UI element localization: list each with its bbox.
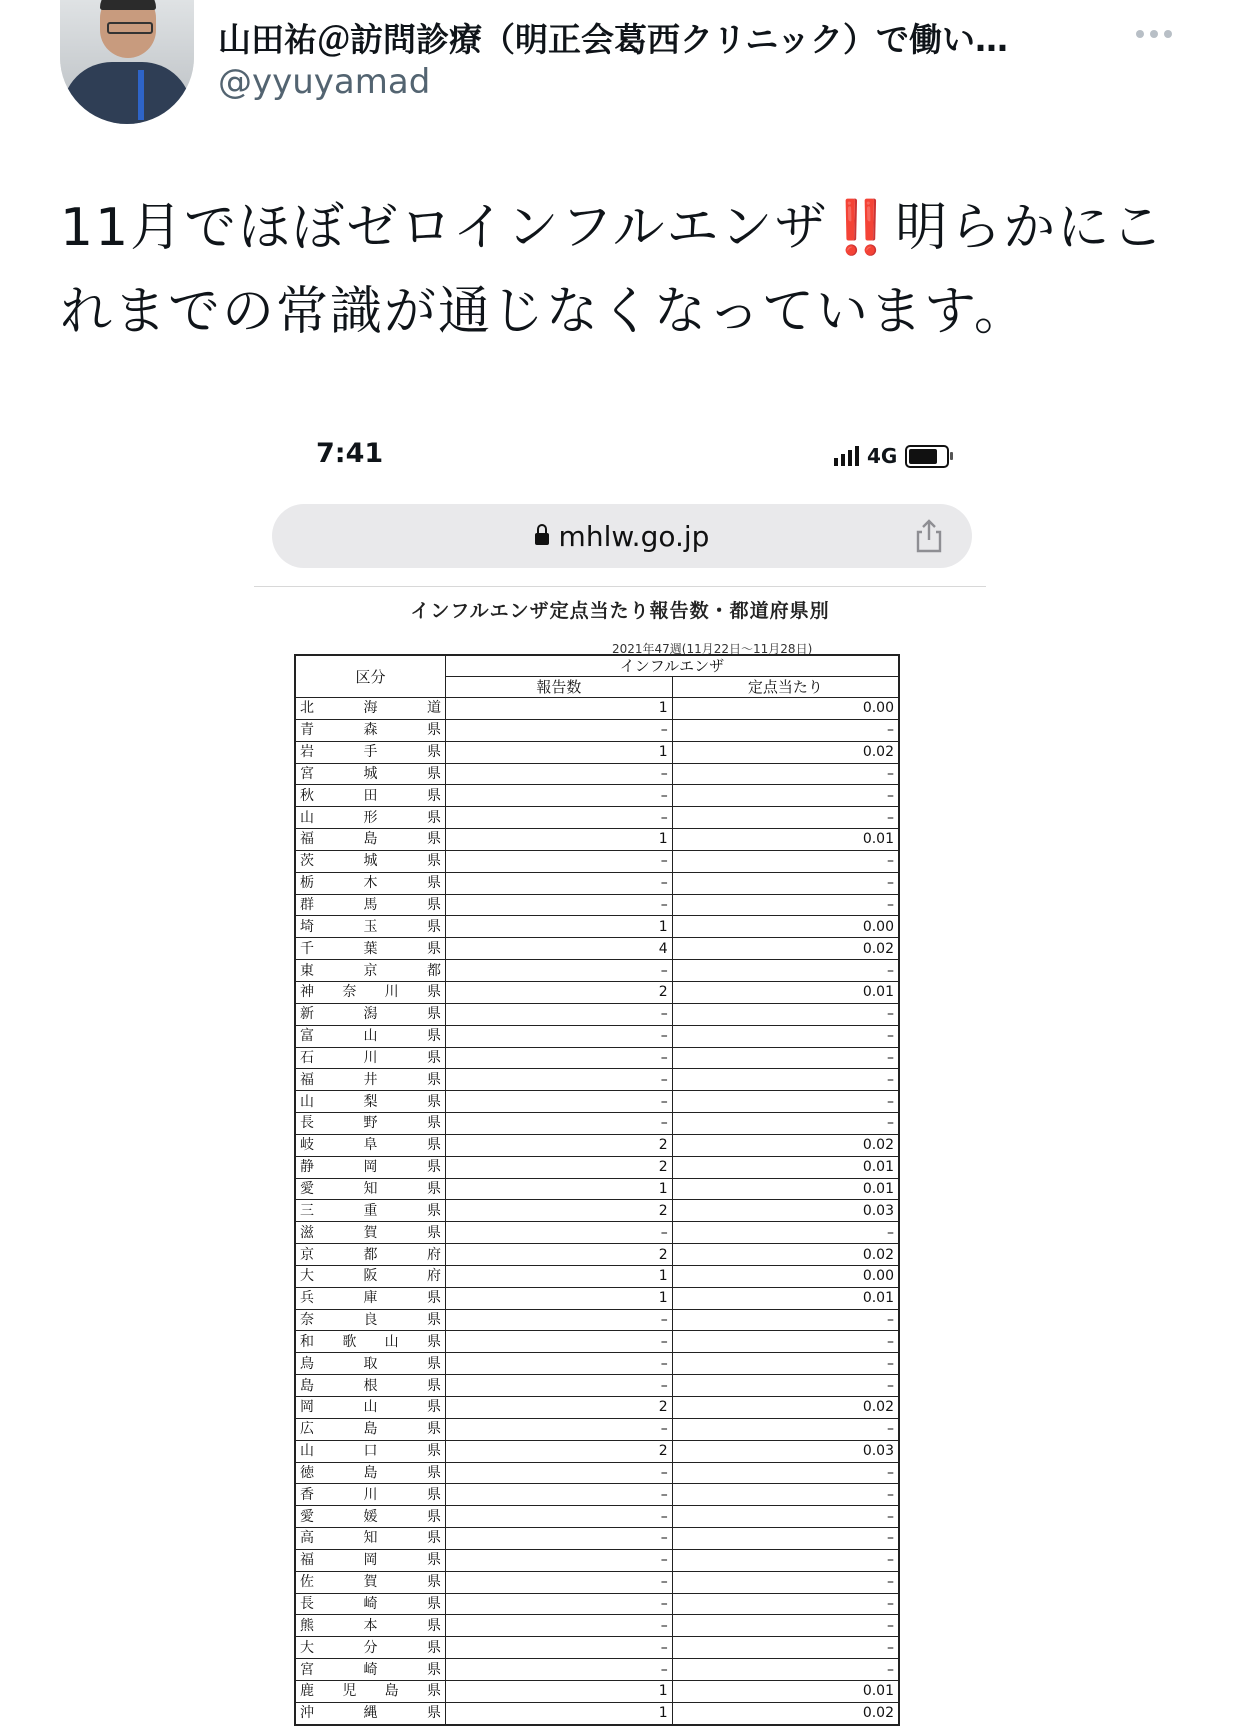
prefecture-cell: 長野県 <box>295 1113 445 1135</box>
prefecture-cell: 群馬県 <box>295 894 445 916</box>
per-sentinel-cell: – <box>672 1003 899 1025</box>
signal-icon <box>834 446 859 466</box>
per-sentinel-cell: – <box>672 785 899 807</box>
report-count-cell: – <box>445 1659 672 1681</box>
report-count-cell: 1 <box>445 698 672 720</box>
author-name[interactable]: 山田祐＠訪問診療（明正会葛西クリニック）で働い… <box>218 20 1009 59</box>
prefecture-cell: 茨城県 <box>295 850 445 872</box>
battery-icon <box>905 445 949 468</box>
address-bar[interactable] <box>272 504 972 568</box>
share-icon[interactable] <box>912 518 946 554</box>
table-row <box>295 807 899 829</box>
prefecture-cell: 香川県 <box>295 1484 445 1506</box>
table-row <box>295 829 899 851</box>
report-count-cell: – <box>445 785 672 807</box>
prefecture-cell: 鹿児島県 <box>295 1680 445 1702</box>
report-count-cell: 4 <box>445 938 672 960</box>
report-count-cell: 1 <box>445 741 672 763</box>
per-sentinel-cell: – <box>672 850 899 872</box>
prefecture-cell: 熊本県 <box>295 1615 445 1637</box>
per-sentinel-cell: 0.02 <box>672 741 899 763</box>
per-sentinel-cell: – <box>672 1113 899 1135</box>
prefecture-cell: 高知県 <box>295 1528 445 1550</box>
tweet-text-part2: 明らかにこれまでの常識が通じなくなっています。 <box>60 198 1166 342</box>
prefecture-cell: 佐賀県 <box>295 1571 445 1593</box>
table-row <box>295 1637 899 1659</box>
influenza-table <box>294 654 900 1726</box>
table-row <box>295 1309 899 1331</box>
table-row <box>295 1134 899 1156</box>
per-sentinel-cell: – <box>672 1506 899 1528</box>
report-count-cell: 2 <box>445 1440 672 1462</box>
prefecture-cell: 奈良県 <box>295 1309 445 1331</box>
per-sentinel-cell: – <box>672 1462 899 1484</box>
tweet-text <box>60 186 1210 354</box>
prefecture-cell: 兵庫県 <box>295 1287 445 1309</box>
network-type: 4G <box>867 444 898 468</box>
prefecture-cell: 大分県 <box>295 1637 445 1659</box>
header-kubun: 区分 <box>295 655 445 698</box>
report-count-cell: – <box>445 1593 672 1615</box>
table-row <box>295 1222 899 1244</box>
report-count-cell: – <box>445 1462 672 1484</box>
lock-icon <box>535 533 549 545</box>
prefecture-cell: 静岡県 <box>295 1156 445 1178</box>
report-count-cell: – <box>445 1353 672 1375</box>
table-row <box>295 1440 899 1462</box>
report-count-cell: – <box>445 1309 672 1331</box>
author-handle[interactable]: @yyuyamad <box>218 62 431 102</box>
per-sentinel-cell: – <box>672 1331 899 1353</box>
report-count-cell: 2 <box>445 1134 672 1156</box>
table-row <box>295 960 899 982</box>
table-row <box>295 1680 899 1702</box>
per-sentinel-cell: – <box>672 1571 899 1593</box>
per-sentinel-cell: – <box>672 763 899 785</box>
document-title: インフルエンザ定点当たり報告数・都道府県別 <box>410 600 830 622</box>
table-row <box>295 698 899 720</box>
prefecture-cell: 北海道 <box>295 698 445 720</box>
header-count: 報告数 <box>445 677 672 698</box>
per-sentinel-cell: 0.02 <box>672 1244 899 1266</box>
prefecture-cell: 愛知県 <box>295 1178 445 1200</box>
report-count-cell: 1 <box>445 916 672 938</box>
per-sentinel-cell: – <box>672 1025 899 1047</box>
double-exclamation-emoji: ‼️ <box>828 198 896 258</box>
prefecture-cell: 岩手県 <box>295 741 445 763</box>
report-count-cell: – <box>445 1528 672 1550</box>
per-sentinel-cell: 0.02 <box>672 938 899 960</box>
report-count-cell: 1 <box>445 1265 672 1287</box>
per-sentinel-cell: – <box>672 872 899 894</box>
table-row <box>295 1353 899 1375</box>
table-row <box>295 872 899 894</box>
table-row <box>295 1418 899 1440</box>
per-sentinel-cell: 0.01 <box>672 829 899 851</box>
prefecture-cell: 岡山県 <box>295 1397 445 1419</box>
per-sentinel-cell: – <box>672 1659 899 1681</box>
table-row <box>295 1659 899 1681</box>
per-sentinel-cell: 0.00 <box>672 916 899 938</box>
per-sentinel-cell: – <box>672 1593 899 1615</box>
table-row <box>295 1331 899 1353</box>
table-row <box>295 763 899 785</box>
status-indicators <box>834 444 949 468</box>
table-row <box>295 916 899 938</box>
prefecture-cell: 山口県 <box>295 1440 445 1462</box>
prefecture-cell: 福島県 <box>295 829 445 851</box>
per-sentinel-cell: 0.02 <box>672 1702 899 1724</box>
prefecture-cell: 栃木県 <box>295 872 445 894</box>
table-row <box>295 1156 899 1178</box>
table-row <box>295 1091 899 1113</box>
per-sentinel-cell: – <box>672 1528 899 1550</box>
prefecture-cell: 千葉県 <box>295 938 445 960</box>
report-count-cell: – <box>445 1418 672 1440</box>
per-sentinel-cell: 0.01 <box>672 1156 899 1178</box>
prefecture-cell: 秋田県 <box>295 785 445 807</box>
report-count-cell: 1 <box>445 1702 672 1724</box>
report-count-cell: – <box>445 872 672 894</box>
report-count-cell: – <box>445 1091 672 1113</box>
table-row <box>295 1397 899 1419</box>
table-row <box>295 785 899 807</box>
divider <box>254 586 986 587</box>
table-row <box>295 850 899 872</box>
report-count-cell: – <box>445 960 672 982</box>
header-influenza: インフルエンザ <box>445 655 899 677</box>
report-count-cell: 1 <box>445 829 672 851</box>
status-time: 7:41 <box>316 438 384 469</box>
per-sentinel-cell: 0.03 <box>672 1200 899 1222</box>
table-row <box>295 1200 899 1222</box>
table-row <box>295 1375 899 1397</box>
per-sentinel-cell: 0.01 <box>672 1680 899 1702</box>
report-count-cell: – <box>445 1484 672 1506</box>
prefecture-cell: 岐阜県 <box>295 1134 445 1156</box>
prefecture-cell: 鳥取県 <box>295 1353 445 1375</box>
table-row <box>295 1506 899 1528</box>
prefecture-cell: 島根県 <box>295 1375 445 1397</box>
per-sentinel-cell: – <box>672 1309 899 1331</box>
prefecture-cell: 埼玉県 <box>295 916 445 938</box>
prefecture-cell: 三重県 <box>295 1200 445 1222</box>
prefecture-cell: 青森県 <box>295 719 445 741</box>
per-sentinel-cell: – <box>672 1418 899 1440</box>
header-rate: 定点当たり <box>672 677 899 698</box>
table-row <box>295 1702 899 1724</box>
report-count-cell: – <box>445 1615 672 1637</box>
per-sentinel-cell: – <box>672 1375 899 1397</box>
per-sentinel-cell: – <box>672 1047 899 1069</box>
per-sentinel-cell: 0.02 <box>672 1397 899 1419</box>
report-count-cell: 2 <box>445 1244 672 1266</box>
prefecture-cell: 宮城県 <box>295 763 445 785</box>
table-row <box>295 719 899 741</box>
prefecture-cell: 徳島県 <box>295 1462 445 1484</box>
report-count-cell: 2 <box>445 981 672 1003</box>
table-row <box>295 1265 899 1287</box>
table-row <box>295 741 899 763</box>
report-count-cell: – <box>445 894 672 916</box>
report-count-cell: – <box>445 850 672 872</box>
table-row <box>295 1462 899 1484</box>
report-count-cell: – <box>445 1222 672 1244</box>
report-count-cell: 1 <box>445 1287 672 1309</box>
per-sentinel-cell: 0.01 <box>672 1178 899 1200</box>
table-row <box>295 1178 899 1200</box>
report-count-cell: – <box>445 1571 672 1593</box>
report-count-cell: – <box>445 1375 672 1397</box>
per-sentinel-cell: – <box>672 1549 899 1571</box>
per-sentinel-cell: 0.03 <box>672 1440 899 1462</box>
per-sentinel-cell: 0.02 <box>672 1134 899 1156</box>
prefecture-cell: 神奈川県 <box>295 981 445 1003</box>
report-count-cell: – <box>445 1637 672 1659</box>
per-sentinel-cell: – <box>672 807 899 829</box>
table-row <box>295 1047 899 1069</box>
table-row <box>295 1069 899 1091</box>
report-count-cell: – <box>445 1003 672 1025</box>
table-row <box>295 1549 899 1571</box>
per-sentinel-cell: – <box>672 1222 899 1244</box>
per-sentinel-cell: – <box>672 894 899 916</box>
table-row <box>295 894 899 916</box>
prefecture-cell: 滋賀県 <box>295 1222 445 1244</box>
table-row <box>295 1571 899 1593</box>
prefecture-cell: 宮崎県 <box>295 1659 445 1681</box>
per-sentinel-cell: – <box>672 960 899 982</box>
url-text: mhlw.go.jp <box>558 519 710 553</box>
report-count-cell: 2 <box>445 1200 672 1222</box>
report-count-cell: – <box>445 1069 672 1091</box>
table-row <box>295 1287 899 1309</box>
prefecture-cell: 山梨県 <box>295 1091 445 1113</box>
per-sentinel-cell: – <box>672 1069 899 1091</box>
report-count-cell: 2 <box>445 1156 672 1178</box>
table-row <box>295 1025 899 1047</box>
per-sentinel-cell: – <box>672 1353 899 1375</box>
prefecture-cell: 東京都 <box>295 960 445 982</box>
per-sentinel-cell: 0.00 <box>672 698 899 720</box>
prefecture-cell: 新潟県 <box>295 1003 445 1025</box>
prefecture-cell: 石川県 <box>295 1047 445 1069</box>
report-count-cell: – <box>445 763 672 785</box>
report-count-cell: – <box>445 1549 672 1571</box>
report-count-cell: – <box>445 1025 672 1047</box>
author-avatar[interactable] <box>60 0 194 124</box>
per-sentinel-cell: – <box>672 1637 899 1659</box>
report-count-cell: 1 <box>445 1680 672 1702</box>
table-row <box>295 1615 899 1637</box>
tweet-text-part1: 11月でほぼゼロインフルエンザ <box>60 198 829 258</box>
per-sentinel-cell: – <box>672 1484 899 1506</box>
per-sentinel-cell: – <box>672 1615 899 1637</box>
more-options-icon[interactable] <box>1136 30 1172 38</box>
table-row <box>295 1528 899 1550</box>
report-count-cell: 2 <box>445 1397 672 1419</box>
prefecture-cell: 富山県 <box>295 1025 445 1047</box>
per-sentinel-cell: 0.01 <box>672 981 899 1003</box>
prefecture-cell: 福岡県 <box>295 1549 445 1571</box>
table-row <box>295 1484 899 1506</box>
attached-screenshot[interactable] <box>252 430 988 1726</box>
table-row <box>295 1593 899 1615</box>
report-count-cell: – <box>445 807 672 829</box>
per-sentinel-cell: 0.00 <box>672 1265 899 1287</box>
prefecture-cell: 和歌山県 <box>295 1331 445 1353</box>
report-count-cell: – <box>445 1047 672 1069</box>
table-row <box>295 1003 899 1025</box>
report-count-cell: – <box>445 1331 672 1353</box>
prefecture-cell: 広島県 <box>295 1418 445 1440</box>
prefecture-cell: 大阪府 <box>295 1265 445 1287</box>
report-count-cell: – <box>445 1113 672 1135</box>
report-count-cell: – <box>445 719 672 741</box>
prefecture-cell: 愛媛県 <box>295 1506 445 1528</box>
prefecture-cell: 京都府 <box>295 1244 445 1266</box>
table-row <box>295 1244 899 1266</box>
prefecture-cell: 山形県 <box>295 807 445 829</box>
table-row <box>295 981 899 1003</box>
prefecture-cell: 長崎県 <box>295 1593 445 1615</box>
week-range: 2021年47週(11月22日～11月28日) <box>612 642 813 656</box>
per-sentinel-cell: – <box>672 719 899 741</box>
report-count-cell: – <box>445 1506 672 1528</box>
per-sentinel-cell: 0.01 <box>672 1287 899 1309</box>
per-sentinel-cell: – <box>672 1091 899 1113</box>
report-count-cell: 1 <box>445 1178 672 1200</box>
prefecture-cell: 福井県 <box>295 1069 445 1091</box>
table-row <box>295 938 899 960</box>
prefecture-cell: 沖縄県 <box>295 1702 445 1724</box>
table-row <box>295 1113 899 1135</box>
